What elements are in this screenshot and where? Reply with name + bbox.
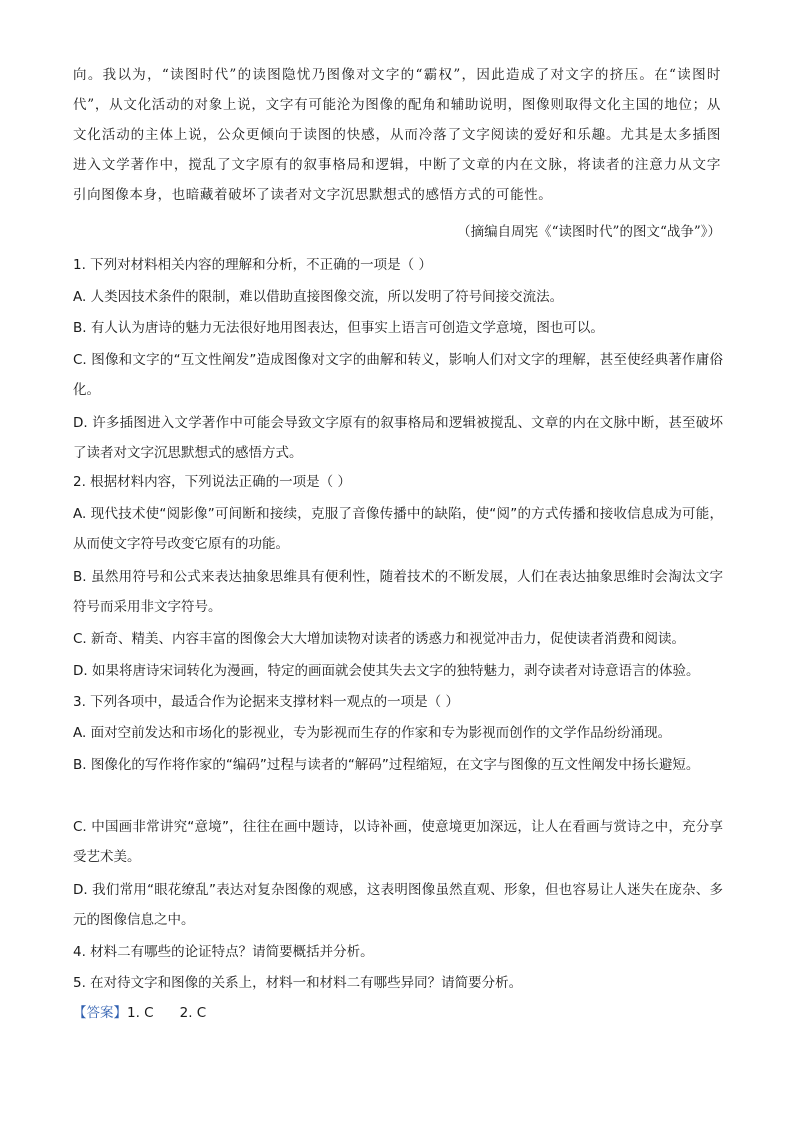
question-2-option-a: A. 现代技术使“阅影像”可间断和接续，克服了音像传播中的缺陷，使“阅”的方式传播和接收信息成为可能，从而使文字符号改变它原有的功能。 xyxy=(73,506,723,552)
question-3-stem: 3. 下列各项中，最适合作为论据来支撑材料一观点的一项是（ ） xyxy=(73,694,459,710)
question-1-option-a: A. 人类因技术条件的限制，难以借助直接图像交流，所以发明了符号间接交流法。 xyxy=(73,289,564,305)
question-3-option-d: D. 我们常用“眼花缭乱”表达对复杂图像的观感，这表明图像虽然直观、形象，但也容易让人迷失在庞杂、多元的图像信息之中。 xyxy=(73,882,723,928)
question-3-option-c: C. 中国画非常讲究“意境”，往往在画中题诗，以诗补画，使意境更加深远，让人在看画与赏诗之中，充分享受艺术美。 xyxy=(73,819,723,865)
question-2-option-c: C. 新奇、精美、内容丰富的图像会大大增加读物对读者的诱惑力和视觉冲击力，促使读者消费和阅读。 xyxy=(73,631,686,647)
answer-tag: 【答案】 xyxy=(73,1005,127,1021)
question-3-option-a: A. 面对空前发达和市场化的影视业，专为影视而生存的作家和专为影视而创作的文学作品纷纷涌现。 xyxy=(73,725,672,741)
answer-2: 2. C xyxy=(179,1005,207,1021)
question-2-option-d: D. 如果将唐诗宋词转化为漫画，特定的画面就会使其失去文字的独特魅力，剥夺读者对诗意语言的体验。 xyxy=(73,663,700,679)
passage-source: （摘编自周宪《“读图时代”的图文“战争”》） xyxy=(457,224,721,240)
answer-line xyxy=(73,1000,723,1026)
question-3-option-b: B. 图像化的写作将作家的“编码”过程与读者的“解码”过程缩短，在文字与图像的互文性阐发中扬长避短。 xyxy=(73,757,700,773)
answer-1: 1. C xyxy=(127,1005,154,1021)
question-1-option-b: B. 有人认为唐诗的魅力无法很好地用图表达，但事实上语言可创造文学意境，图也可以。 xyxy=(73,320,604,336)
question-2-option-b: B. 虽然用符号和公式来表达抽象思维具有便利性，随着技术的不断发展，人们在表达抽象思维时会淘汰文字符号而采用非文字符号。 xyxy=(73,569,723,615)
question-4-stem: 4. 材料二有哪些的论证特点？请简要概括并分析。 xyxy=(73,944,374,960)
question-2-stem: 2. 根据材料内容，下列说法正确的一项是（ ） xyxy=(73,474,351,490)
passage-paragraph: 向。我以为，“读图时代”的读图隐忧乃图像对文字的“霸权”，因此造成了对文字的挤压。在“读图时代”，从文化活动的对象上说，文字有可能沦为图像的配角和辅助说明，图像则取得文化主国的地位；从文化活动的主体上说，公众更倾向于读图的快感，从而冷落了文字阅读的爱好和乐趣。尤其是太多插图进入文学著作中，搅乱了文字原有的叙事格局和逻辑，中断了文章的内在文脉，将读者的注意力从文字引向图像本身，也暗藏着破坏了读者对文字沉思默想式的感悟方式的可能性。 xyxy=(73,67,721,203)
question-1-option-c: C. 图像和文字的“互文性阐发”造成图像对文字的曲解和转义，影响人们对文字的理解，甚至使经典著作庸俗化。 xyxy=(73,352,723,398)
question-5-stem: 5. 在对待文字和图像的关系上，材料一和材料二有哪些异同？请简要分析。 xyxy=(73,975,523,991)
question-1-stem: 1. 下列对材料相关内容的理解和分析，不正确的一项是（ ） xyxy=(73,257,432,273)
question-1-option-d: D. 许多插图进入文学著作中可能会导致文字原有的叙事格局和逻辑被搅乱、文章的内在文脉中断，甚至破坏了读者对文字沉思默想式的感悟方式。 xyxy=(73,415,723,461)
